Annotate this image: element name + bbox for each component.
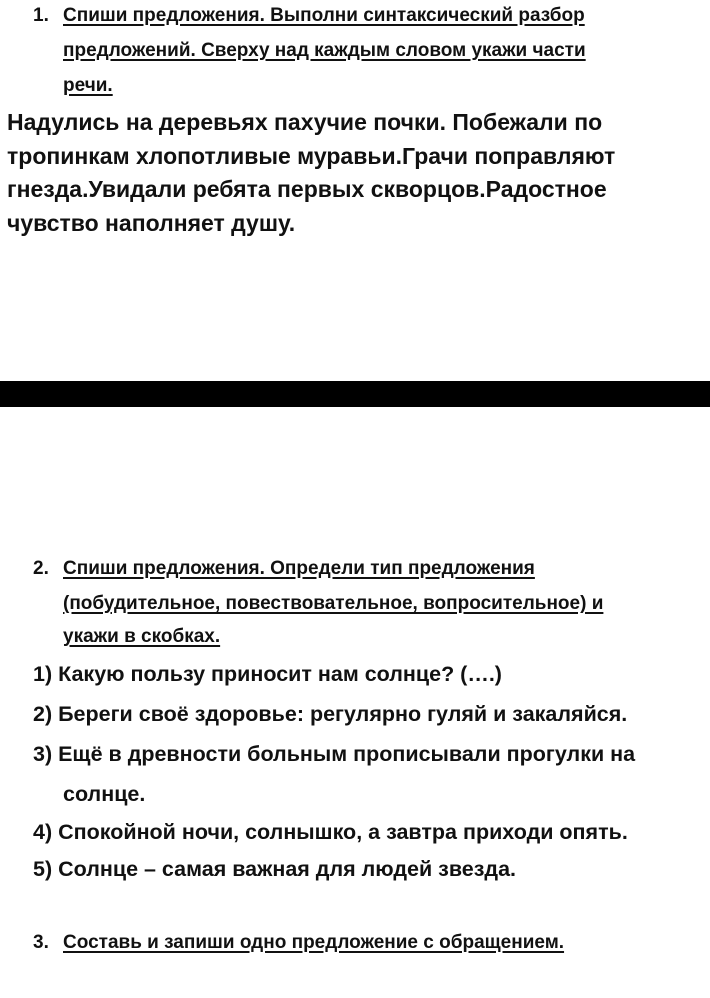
task-2-instruction-line-1: Спиши предложения. Определи тип предложения — [63, 558, 535, 579]
task-2-instruction-line-2: (побудительное, повествовательное, вопросительное) и — [63, 593, 604, 614]
task-2-item-3: 3) Ещё в древности больным прописывали прогулки на — [33, 742, 636, 766]
page-divider — [0, 381, 710, 407]
task-1-instruction-line-1: Спиши предложения. Выполни синтаксический разбор — [63, 5, 585, 26]
task-3-instruction-line-1: Составь и запиши одно предложение с обращением. — [63, 932, 565, 953]
task-1-instruction-line-3: речи. — [63, 75, 113, 96]
task-2-item-2: 2) Береги своё здоровье: регулярно гуляй и закаляйся. — [33, 702, 628, 726]
task-1-text-line-4: чувство наполняет душу. — [7, 210, 296, 236]
task-3-number: 3. — [33, 932, 49, 953]
task-1-number: 1. — [33, 5, 49, 26]
task-1-text-line-3: гнезда.Увидали ребята первых скворцов.Радостное — [7, 176, 607, 202]
task-1-instruction-line-2: предложений. Сверху над каждым словом укажи части — [63, 40, 586, 61]
task-2-number: 2. — [33, 558, 49, 579]
task-2-item-4: 4) Спокойной ночи, солнышко, а завтра приходи опять. — [33, 820, 628, 844]
task-2-item-5: 5) Солнце – самая важная для людей звезда. — [33, 857, 517, 881]
task-2-item-3-continuation: солнце. — [63, 782, 146, 806]
task-2-instruction-line-3: укажи в скобках. — [63, 626, 221, 647]
task-2-item-1: 1) Какую пользу приносит нам солнце? (….) — [33, 662, 502, 686]
task-1-text-line-2: тропинкам хлопотливые муравьи.Грачи поправляют — [7, 143, 616, 169]
task-1-text-line-1: Надулись на деревьях пахучие почки. Побежали по — [7, 109, 603, 135]
